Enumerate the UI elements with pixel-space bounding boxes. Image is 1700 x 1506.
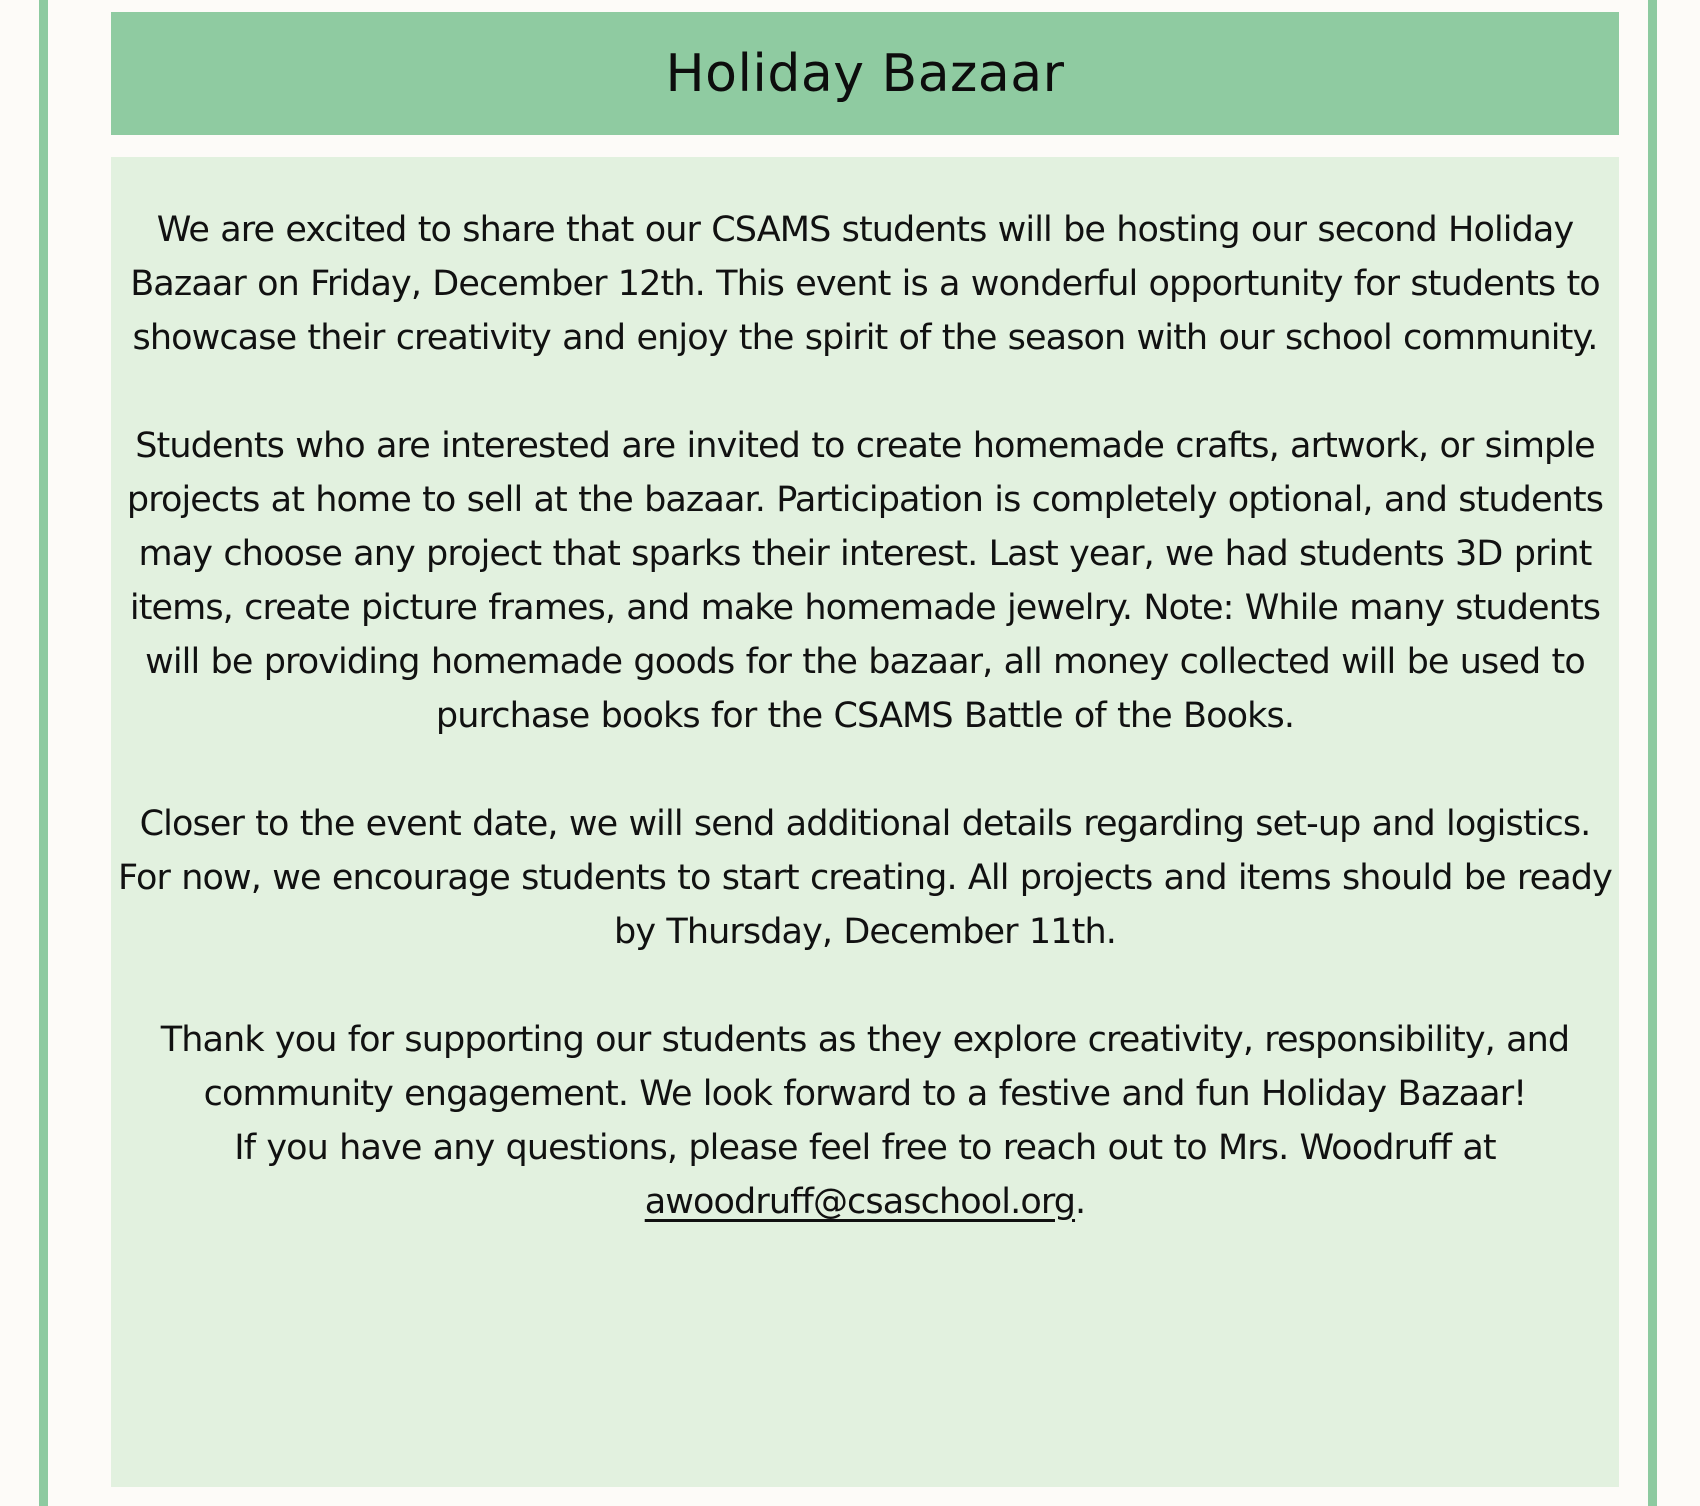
paragraph-thanks: Thank you for supporting our students as they explore creativity, responsibility, and community engagement. We look forward to a festive and fun Holiday Bazaar! <box>160 1020 1570 1114</box>
email-link[interactable]: awoodruff@csaschool.org <box>644 1182 1076 1222</box>
contact-period: . <box>1075 1182 1086 1222</box>
right-border-line <box>1648 0 1657 1506</box>
paragraph-logistics: Closer to the event date, we will send additional details regarding set-up and logistics. For now, we encourage students to start creating. All projects and items should be ready by Thursday, December 11th. <box>118 804 1612 952</box>
header-banner <box>111 12 1619 135</box>
page-title: Holiday Bazaar <box>665 43 1065 104</box>
contact-text: If you have any questions, please feel free to reach out to Mrs. Woodruff at <box>234 1128 1496 1168</box>
contact-paragraph <box>117 1121 1613 1229</box>
paragraph-intro: We are excited to share that our CSAMS students will be hosting our second Holiday Bazaar on Friday, December 12th. This event is a wonderful opportunity for students to showcase their creativity and enjoy the spirit of the season with our school community. <box>130 210 1600 358</box>
left-border-line <box>39 0 48 1506</box>
paragraph-participation: Students who are interested are invited to create homemade crafts, artwork, or simple projects at home to sell at the bazaar. Participation is completely optional, and students may choose any project that sparks their interest. Last year, we had students 3D print items, create picture frames, and make homemade jewelry. Note: While many students will be providing homemade goods for the bazaar, all money collected will be used to purchase books for the CSAMS Battle of the Books. <box>126 426 1604 736</box>
announcement-body <box>111 157 1619 1487</box>
